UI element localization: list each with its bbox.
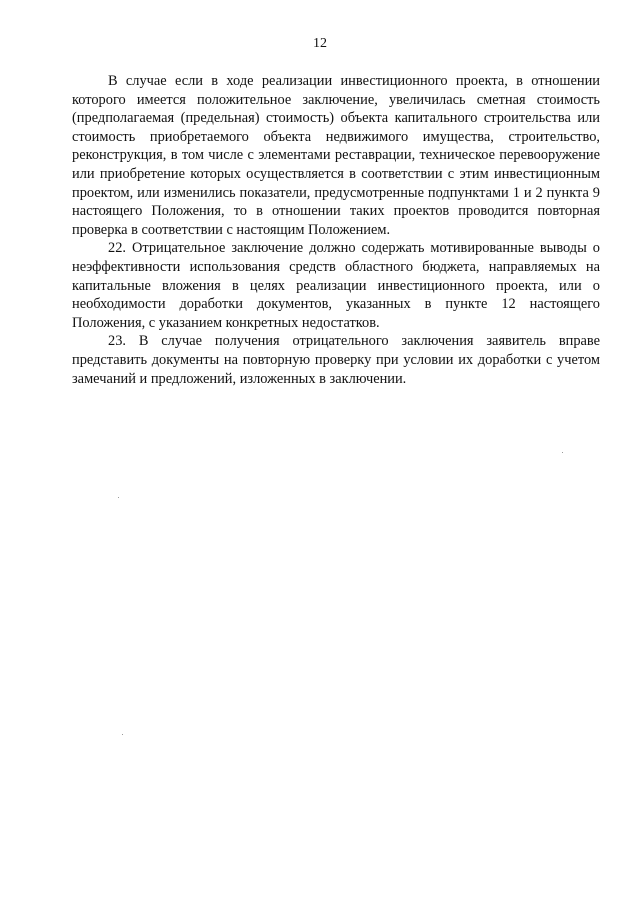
- body-text: [72, 72, 600, 388]
- paragraph-23: 23. В случае получения отрицательного заключения заявитель вправе представить документы на повторную проверку при условии их доработки с учетом замечаний и предложений, изложенных в заключении.: [72, 333, 600, 387]
- paragraph-reassessment: В случае если в ходе реализации инвестиционного проекта, в отношении которого имеется положительное заключение, увеличилась сметная стоимость (предполагаемая (предельная) стоимость) объекта капитального строительства или стоимость приобретаемого объекта недвижимого имущества, строительство, реконструкция, в том числе с элементами реставрации, техническое перевооружение или приобретение которых осуществляется в соответствии с этим инвестиционным проектом, или изменились показатели, предусмотренные подпунктами 1 и 2 пункта 9 настоящего Положения, то в отношении таких проектов проводится повторная проверка в соответствии с настоящим Положением.: [72, 73, 600, 238]
- page-number: 12: [313, 36, 327, 51]
- scan-speck: [122, 734, 123, 735]
- paragraph-22: 22. Отрицательное заключение должно содержать мотивированные выводы о неэффективности использования средств областного бюджета, направляемых на капитальные вложения в целях реализации инвестиционного проекта, или о необходимости доработки документов, указанных в пункте 12 настоящего Положения, с указанием конкретных недостатков.: [72, 240, 600, 331]
- scan-speck: [118, 497, 119, 498]
- scan-speck: [562, 452, 563, 453]
